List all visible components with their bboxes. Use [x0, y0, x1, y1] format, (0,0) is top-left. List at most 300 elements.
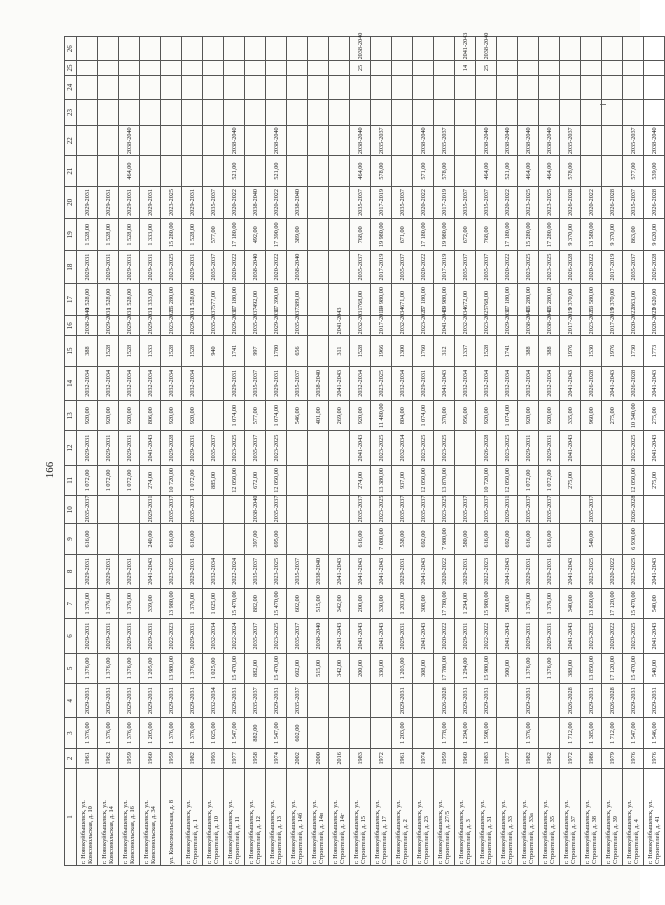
table-cell	[287, 37, 308, 61]
table-cell: 17 180,00	[413, 283, 434, 315]
table-cell: 1 528,00	[98, 283, 119, 315]
table-cell: 2035-2037	[434, 126, 455, 156]
table-row	[203, 37, 224, 866]
table-cell: 1 376,00	[119, 718, 140, 748]
table-cell: 1983	[350, 748, 371, 768]
table-cell	[602, 75, 623, 99]
table-cell	[266, 61, 287, 75]
table-cell: 882,00	[245, 653, 266, 683]
table-cell: 1528	[350, 336, 371, 366]
table-cell: 15 470,00	[266, 653, 287, 683]
table-cell: 546,00	[287, 401, 308, 431]
table-cell: 2022-2023	[161, 619, 182, 653]
table-cell: 2020-2022	[623, 316, 644, 336]
address-cell: ул. Комсомольская, д. 8	[161, 768, 182, 865]
table-cell: 1 072,00	[77, 465, 98, 495]
table-cell: 2029-2031	[539, 554, 560, 588]
table-cell: 2026-2028	[644, 186, 665, 218]
table-cell: 1 528,00	[77, 219, 98, 251]
table-cell	[119, 37, 140, 61]
table-cell: 1976	[560, 336, 581, 366]
table-cell: 2029-2031	[98, 316, 119, 336]
table-cell: 1 376,00	[539, 653, 560, 683]
table-cell	[287, 465, 308, 495]
address-cell: г. Новокуйбышевск, ул. Строителей, д. 35	[539, 768, 560, 865]
table-cell	[644, 496, 665, 524]
table-cell	[161, 61, 182, 75]
table-cell: 19 980,00	[434, 219, 455, 251]
table-cell	[287, 99, 308, 125]
table-cell	[602, 496, 623, 524]
table-cell: 2029-2031	[98, 684, 119, 718]
column-number: 11	[65, 465, 77, 495]
table-cell	[203, 401, 224, 431]
table-cell	[497, 37, 518, 61]
column-number: 20	[65, 186, 77, 218]
table-cell: 2026-2028	[602, 186, 623, 218]
table-cell: 2029-2031	[77, 554, 98, 588]
rotated-table-wrapper	[42, 32, 661, 866]
column-number: 21	[65, 156, 77, 186]
table-cell: 960,00	[581, 401, 602, 431]
table-cell: 17 120,00	[602, 589, 623, 619]
table-cell: 1 205,00	[140, 653, 161, 683]
table-cell	[539, 75, 560, 99]
address-cell: г. Новокуйбышевск, ул. Строителей, д. 14б	[287, 768, 308, 865]
table-cell: 2038-2040	[497, 126, 518, 156]
table-cell	[245, 75, 266, 99]
table-cell: 920,00	[161, 401, 182, 431]
table-row	[644, 37, 665, 866]
table-cell: 1982	[518, 748, 539, 768]
table-cell: 13 980,00	[161, 589, 182, 619]
table-cell	[392, 126, 413, 156]
table-row	[224, 37, 245, 866]
address-cell: г. Новокуйбышевск, ул. Комсомольская, д. 16	[119, 768, 140, 865]
table-cell	[392, 37, 413, 61]
table-cell: 15 470,00	[224, 589, 245, 619]
table-cell: 1 778,00	[434, 718, 455, 748]
table-cell	[539, 99, 560, 125]
table-cell	[308, 524, 329, 554]
table-cell: 616,00	[77, 524, 98, 554]
table-cell	[581, 75, 602, 99]
table-cell: 2020-2022	[266, 186, 287, 218]
table-cell: 2017-2019	[602, 251, 623, 283]
table-cell: 13 850,00	[581, 589, 602, 619]
table-cell: 15 280,00	[518, 219, 539, 251]
table-cell: 2035-2037	[287, 554, 308, 588]
table-cell: 956,00	[455, 401, 476, 431]
address-cell: г. Новокуйбышевск, ул. Строителей, д. 33а	[518, 768, 539, 865]
table-cell	[329, 251, 350, 283]
table-cell: 2032-2034	[203, 684, 224, 718]
table-cell: 2029-2028	[161, 431, 182, 465]
table-row	[560, 37, 581, 866]
table-cell: 342,00	[329, 653, 350, 683]
table-cell	[329, 156, 350, 186]
table-cell	[245, 99, 266, 125]
table-cell: 2041-2043	[329, 366, 350, 400]
table-cell	[161, 99, 182, 125]
table-cell: 2035-2037	[581, 496, 602, 524]
table-cell: 15 280,00	[161, 219, 182, 251]
table-cell: 997	[245, 336, 266, 366]
table-cell: 2029-2031	[224, 316, 245, 336]
header-row	[65, 37, 77, 866]
table-cell	[287, 524, 308, 554]
table-cell: 2023-2025	[266, 619, 287, 653]
table-cell: 2038-2040	[308, 554, 329, 588]
table-cell: 2035-2037	[245, 684, 266, 718]
table-cell: 335,00	[560, 401, 581, 431]
table-cell: 19 980,00	[434, 283, 455, 315]
table-cell	[98, 99, 119, 125]
table-row	[308, 37, 329, 866]
table-cell: 464,00	[476, 156, 497, 186]
table-cell	[329, 524, 350, 554]
table-cell: 2023-2025	[623, 619, 644, 653]
table-cell: 1 294,00	[455, 589, 476, 619]
address-cell: г. Новокуйбышевск, ул. Комсомольская, д. 14	[98, 768, 119, 865]
table-cell	[434, 37, 455, 61]
table-cell: 15 280,00	[539, 283, 560, 315]
table-cell: 2032-2034	[98, 366, 119, 400]
table-cell: 19 980,00	[371, 219, 392, 251]
table-cell: 515,00	[308, 589, 329, 619]
table-cell: 616,00	[476, 524, 497, 554]
table-cell: 2022-2023	[476, 554, 497, 588]
column-number: 8	[65, 554, 77, 588]
table-cell: 401,00	[308, 401, 329, 431]
table-cell: 1986	[581, 748, 602, 768]
table-row	[161, 37, 182, 866]
table-cell: 2029-2031	[455, 619, 476, 653]
column-number: 1	[65, 768, 77, 865]
table-cell: 2035-2037	[623, 186, 644, 218]
table-cell: 2020-2022	[413, 251, 434, 283]
table-cell: 2035-2037	[77, 496, 98, 524]
table-cell	[581, 99, 602, 125]
table-cell: 500,00	[497, 589, 518, 619]
table-cell: 2038-2040	[245, 496, 266, 524]
table-cell: 1977	[224, 748, 245, 768]
table-row	[329, 37, 350, 866]
data-table	[64, 32, 665, 866]
table-cell: 15 470,00	[623, 589, 644, 619]
table-cell: 1780	[266, 336, 287, 366]
table-cell: 937,00	[392, 465, 413, 495]
table-cell: 275,00	[602, 401, 623, 431]
table-cell: 768,00	[476, 283, 497, 315]
table-cell: 2029-2031	[98, 619, 119, 653]
table-cell	[266, 99, 287, 125]
table-cell	[644, 75, 665, 99]
table-cell	[371, 684, 392, 718]
table-cell	[581, 431, 602, 465]
table-row	[98, 37, 119, 866]
table-cell: 1 528,00	[119, 219, 140, 251]
table-cell	[350, 718, 371, 748]
table-cell: 1 333,00	[140, 219, 161, 251]
table-cell	[539, 684, 560, 718]
table-cell	[308, 219, 329, 251]
table-cell: 1960	[455, 748, 476, 768]
table-cell: 25	[350, 61, 371, 75]
column-number: 13	[65, 401, 77, 431]
table-cell	[329, 684, 350, 718]
table-cell: 17 120,00	[602, 653, 623, 683]
table-cell: 1 376,00	[518, 589, 539, 619]
table-cell: 1972	[560, 748, 581, 768]
table-cell: 2041-2043	[497, 619, 518, 653]
table-cell: 1 376,00	[119, 589, 140, 619]
table-cell: 2029-2031	[140, 251, 161, 283]
table-cell: 2041-2043	[434, 366, 455, 400]
column-number: 7	[65, 589, 77, 619]
table-cell	[434, 99, 455, 125]
table-cell: 1959	[119, 748, 140, 768]
table-cell: 2017-2019	[371, 316, 392, 336]
table-cell	[434, 61, 455, 75]
table-cell: 768,00	[350, 219, 371, 251]
table-cell: 464,00	[518, 156, 539, 186]
table-cell	[560, 496, 581, 524]
table-cell: 492,00	[245, 219, 266, 251]
table-cell	[98, 37, 119, 61]
table-cell: 2029-2031	[266, 366, 287, 400]
table-cell	[329, 186, 350, 218]
table-cell: 2029-2031	[140, 316, 161, 336]
table-cell: 2029-2031	[392, 684, 413, 718]
table-cell	[182, 37, 203, 61]
table-cell	[455, 126, 476, 156]
table-cell: 1 376,00	[182, 589, 203, 619]
table-cell: 240,00	[140, 524, 161, 554]
table-cell: 1993	[203, 748, 224, 768]
column-number: 22	[65, 126, 77, 156]
table-cell	[329, 431, 350, 465]
table-cell: 397,00	[245, 524, 266, 554]
table-cell	[455, 156, 476, 186]
table-cell: 2041-2043	[644, 366, 665, 400]
table-cell	[308, 718, 329, 748]
table-cell: 2023-2025	[161, 186, 182, 218]
table-row	[245, 37, 266, 866]
table-row	[140, 37, 161, 866]
table-cell	[77, 61, 98, 75]
table-cell: 10 340,00	[623, 401, 644, 431]
table-cell: 616,00	[161, 524, 182, 554]
table-cell: 2032-2034	[455, 366, 476, 400]
table-row	[581, 37, 602, 866]
table-cell: 2029-2031	[119, 431, 140, 465]
table-cell: 2029-2031	[140, 496, 161, 524]
table-cell	[308, 496, 329, 524]
table-cell: 2041-2043	[455, 37, 476, 61]
table-cell: 492,00	[245, 283, 266, 315]
table-cell: 17 180,00	[497, 283, 518, 315]
table-cell: 2023-2025	[581, 554, 602, 588]
table-cell	[182, 156, 203, 186]
table-cell	[308, 684, 329, 718]
table-cell: 2041-2043	[371, 619, 392, 653]
table-cell	[77, 126, 98, 156]
table-cell	[371, 37, 392, 61]
table-cell: 2035-2037	[623, 126, 644, 156]
table-cell	[287, 126, 308, 156]
address-cell: г. Новокуйбышевск, ул. Строителей, д. 41	[644, 768, 665, 865]
table-cell: 17 180,00	[224, 283, 245, 315]
table-cell	[602, 431, 623, 465]
table-cell: 2020-2022	[581, 186, 602, 218]
table-cell: 2035-2037	[203, 251, 224, 283]
table-cell: 2038-2040	[308, 366, 329, 400]
table-row	[182, 37, 203, 866]
table-cell: 1 546,00	[644, 718, 665, 748]
table-cell: 1 376,00	[119, 653, 140, 683]
table-cell: 275,00	[644, 401, 665, 431]
table-cell: 2041-2043	[560, 619, 581, 653]
table-cell: 2029-2031	[119, 186, 140, 218]
table-cell: 2022-2024	[224, 619, 245, 653]
table-cell: 2029-2031	[77, 431, 98, 465]
table-cell: 13 580,00	[581, 219, 602, 251]
table-row	[602, 37, 623, 866]
table-cell: 863,00	[623, 219, 644, 251]
table-cell: 602,00	[287, 653, 308, 683]
table-cell: 578,00	[560, 156, 581, 186]
table-cell: 2038-2040	[245, 251, 266, 283]
table-cell: 882,00	[245, 718, 266, 748]
table-cell: 2029-2031	[182, 684, 203, 718]
table-cell: 2038-2040	[77, 316, 98, 336]
table-cell: 15 470,00	[623, 653, 644, 683]
table-cell: 269,00	[329, 401, 350, 431]
table-cell: 12 050,00	[413, 465, 434, 495]
table-cell: 2023-2025	[413, 431, 434, 465]
table-cell: 2029-2031	[539, 431, 560, 465]
table-cell	[455, 431, 476, 465]
table-cell: 17 780,00	[434, 653, 455, 683]
table-row	[623, 37, 644, 866]
table-cell: 14	[455, 61, 476, 75]
table-row	[434, 37, 455, 866]
table-cell: 1 072,00	[539, 465, 560, 495]
table-cell: 19 980,00	[371, 283, 392, 315]
table-cell: 1982	[182, 748, 203, 768]
table-cell: 692,00	[413, 524, 434, 554]
table-cell: 920,00	[119, 401, 140, 431]
table-cell	[518, 61, 539, 75]
table-cell	[98, 75, 119, 99]
table-cell: 2029-2031	[77, 251, 98, 283]
address-cell: г. Новокуйбышевск, ул. Строителей, д. 39	[602, 768, 623, 865]
table-cell: 2029-2031	[182, 316, 203, 336]
table-cell: 1 205,00	[140, 718, 161, 748]
table-cell: 12 050,00	[224, 465, 245, 495]
table-cell: 602,00	[287, 589, 308, 619]
table-cell: 2029-2031	[539, 619, 560, 653]
table-cell: 15 470,00	[266, 589, 287, 619]
table-cell	[98, 496, 119, 524]
table-cell: 2023-2025	[497, 431, 518, 465]
address-cell: г. Новокуйбышевск, ул. Строителей, д. 31	[476, 768, 497, 865]
address-cell: г. Новокуйбышевск, ул. Строителей, д. 4	[623, 768, 644, 865]
table-cell: 2041-2043	[329, 619, 350, 653]
table-row	[455, 37, 476, 866]
table-cell: 1337	[455, 336, 476, 366]
table-cell	[224, 61, 245, 75]
table-row	[476, 37, 497, 866]
table-cell: 2041-2043	[413, 619, 434, 653]
table-cell: 17 390,00	[266, 219, 287, 251]
table-cell	[77, 156, 98, 186]
table-cell: 2038-2040	[644, 126, 665, 156]
table-cell	[539, 61, 560, 75]
table-cell	[224, 75, 245, 99]
table-cell	[392, 99, 413, 125]
table-row	[497, 37, 518, 866]
table-cell	[539, 37, 560, 61]
table-cell: 275,00	[560, 465, 581, 495]
table-cell	[602, 126, 623, 156]
table-cell	[329, 465, 350, 495]
table-cell: 2035-2037	[245, 619, 266, 653]
table-cell: 13 980,00	[161, 653, 182, 683]
table-cell: 25	[476, 61, 497, 75]
table-cell: 1958	[245, 748, 266, 768]
table-cell: 885,00	[203, 465, 224, 495]
table-cell: 1 547,00	[623, 718, 644, 748]
table-cell: 2017-2019	[434, 186, 455, 218]
table-cell: 2023-2025	[623, 554, 644, 588]
table-cell: 2035-2037	[287, 619, 308, 653]
table-cell: 1974	[413, 748, 434, 768]
table-cell	[455, 99, 476, 125]
table-cell: 1 376,00	[182, 653, 203, 683]
table-row	[518, 37, 539, 866]
table-cell: 1 528,00	[98, 219, 119, 251]
table-cell	[308, 99, 329, 125]
table-cell: 2038-2040	[518, 126, 539, 156]
table-cell	[623, 99, 644, 125]
table-cell: 2022-2024	[224, 554, 245, 588]
address-cell: г. Новокуйбышевск, ул. Строителей, д. 15	[350, 768, 371, 865]
table-cell: 1 376,00	[77, 718, 98, 748]
table-cell	[455, 465, 476, 495]
address-cell: г. Новокуйбышевск, ул. Комсомольская, д. 34	[140, 768, 161, 865]
table-cell: 2041-2043	[602, 366, 623, 400]
table-cell: 920,00	[518, 401, 539, 431]
table-cell: 2035-2037	[287, 684, 308, 718]
table-cell: 2029-2031	[392, 619, 413, 653]
table-cell: 571,00	[413, 156, 434, 186]
table-cell: 1 376,00	[98, 653, 119, 683]
table-cell	[623, 37, 644, 61]
table-cell: 1960	[140, 748, 161, 768]
table-cell: 13 580,00	[581, 283, 602, 315]
table-cell	[119, 496, 140, 524]
table-cell: 2035-2037	[476, 186, 497, 218]
table-cell	[476, 99, 497, 125]
column-number: 9	[65, 524, 77, 554]
table-cell	[434, 75, 455, 99]
table-cell	[518, 75, 539, 99]
table-cell	[518, 99, 539, 125]
table-cell	[392, 156, 413, 186]
table-cell: 1 072,00	[182, 465, 203, 495]
